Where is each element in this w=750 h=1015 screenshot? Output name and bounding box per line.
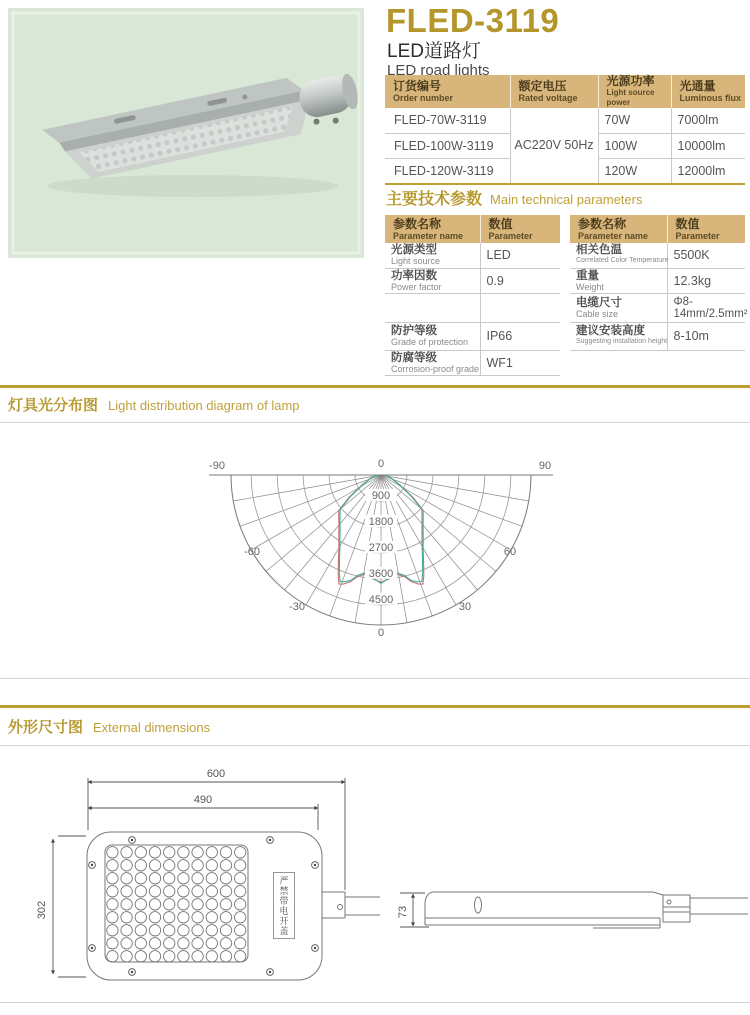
flux-cell: 10000lm	[671, 133, 745, 158]
param-name-cell: 防护等级 Grade of protection	[385, 322, 480, 350]
product-photo-image	[8, 8, 364, 258]
flux-cell: 7000lm	[671, 108, 745, 133]
param-value-cell: 0.9	[480, 268, 560, 293]
distribution-section-heading: 灯具光分布图 Light distribution diagram of lamp	[8, 397, 300, 414]
dim-73-label: 73	[397, 905, 409, 919]
param-value-header: 数值 Parameter	[480, 215, 560, 243]
bracket-screw-icon	[667, 900, 671, 904]
front-view-drawing	[30, 758, 395, 1000]
param-value-cell: Φ8-14mm/2.5mm²	[667, 293, 745, 322]
product-model-title: FLED-3119	[386, 2, 560, 39]
power-cell: 70W	[598, 108, 671, 133]
ring-label: 2700	[368, 541, 394, 554]
gold-divider	[0, 705, 750, 708]
param-value-cell: IP66	[480, 322, 560, 350]
product-name-en: LED road lights	[387, 62, 490, 79]
param-row	[570, 322, 745, 350]
param-name-cell: 光源类型 Light source	[385, 243, 480, 268]
side-view-drawing	[395, 833, 750, 943]
param-name-cell: 防腐等级 Corrosion-proof grade	[385, 350, 480, 375]
flux-cell: 12000lm	[671, 158, 745, 183]
gold-divider-small	[385, 183, 745, 185]
param-row	[570, 293, 745, 322]
angle-label: 90	[538, 460, 552, 472]
order-number-cell: FLED-120W-3119	[385, 158, 510, 183]
param-row	[385, 268, 560, 293]
param-row	[385, 350, 560, 375]
param-row	[385, 322, 560, 350]
gold-divider	[0, 385, 750, 388]
gray-divider	[0, 1002, 750, 1003]
param-name-cell: 功率因数 Power factor	[385, 268, 480, 293]
header-light-source-power: 光源功率 Light source power	[598, 75, 671, 108]
ring-label: 1800	[368, 515, 394, 528]
param-name-cell: 电缆尺寸 Cable size	[570, 293, 667, 322]
angle-label: 30	[458, 601, 472, 613]
dim-302-label: 302	[36, 900, 48, 920]
param-value-header: 数值 Parameter	[667, 215, 745, 243]
side-bracket	[663, 895, 690, 922]
product-name-cn: LED道路灯	[387, 41, 481, 62]
param-row	[570, 243, 745, 268]
order-table	[385, 75, 745, 184]
angle-label: 60	[503, 546, 517, 558]
angle-label: -30	[289, 601, 305, 613]
angle-label: -60	[244, 546, 260, 558]
dim-490-label: 490	[193, 794, 213, 806]
dimension-lines	[53, 778, 345, 977]
warning-label: 严禁带电开盖	[273, 872, 295, 939]
gray-divider	[0, 422, 750, 423]
header-luminous-flux: 光通量 Luminous flux	[671, 75, 745, 108]
tech-table-right	[570, 215, 748, 351]
param-name-cell	[385, 293, 480, 322]
order-row	[385, 108, 745, 133]
param-row	[385, 243, 560, 268]
param-value-cell: LED	[480, 243, 560, 268]
header-order-number: 订货编号 Order number	[393, 79, 454, 103]
dim-600-label: 600	[206, 768, 226, 780]
side-body-left-corner	[425, 892, 433, 918]
param-name-cell: 重量 Weight	[570, 268, 667, 293]
led-grid	[107, 847, 246, 962]
angle-label: 0	[377, 458, 385, 470]
angle-label: 0	[377, 627, 385, 639]
arm-screw-icon	[338, 905, 343, 910]
gray-divider	[0, 678, 750, 679]
power-cell: 120W	[598, 158, 671, 183]
rated-voltage-cell: AC220V 50Hz	[510, 108, 598, 183]
param-name-header: 参数名称 Parameter name	[393, 216, 464, 241]
param-value-cell: 5500K	[667, 243, 745, 268]
order-number-cell: FLED-100W-3119	[385, 133, 510, 158]
param-name-cell: 建议安装高度 Suggesting installation height	[570, 322, 667, 350]
param-row	[570, 268, 745, 293]
param-name-cell: 相关色温 Correlated Color Temperature	[570, 243, 667, 268]
dimensions-section-heading: 外形尺寸图 External dimensions	[8, 719, 211, 736]
light-distribution-chart	[190, 438, 575, 643]
ring-label: 4500	[368, 593, 394, 606]
order-table-header-row	[385, 75, 745, 108]
ring-label: 900	[371, 489, 391, 502]
param-value-cell: WF1	[480, 350, 560, 375]
led-panel-outline	[105, 845, 248, 962]
header-rated-voltage: 额定电压 Rated voltage	[510, 75, 598, 108]
ring-label: 3600	[368, 567, 394, 580]
param-value-cell: 12.3kg	[667, 268, 745, 293]
tech-parameters-heading: 主要技术参数 Main technical parameters	[386, 191, 643, 208]
tech-table-left	[385, 215, 560, 376]
order-number-cell: FLED-70W-3119	[385, 108, 510, 133]
param-value-cell: 8-10m	[667, 322, 745, 350]
param-row-empty	[385, 293, 560, 322]
gray-divider	[0, 745, 750, 746]
angle-label: -90	[209, 460, 225, 472]
side-slot	[475, 897, 482, 913]
side-body-top	[433, 892, 663, 895]
param-name-header: 参数名称 Parameter name	[578, 216, 649, 241]
power-cell: 100W	[598, 133, 671, 158]
param-value-cell	[480, 293, 560, 322]
